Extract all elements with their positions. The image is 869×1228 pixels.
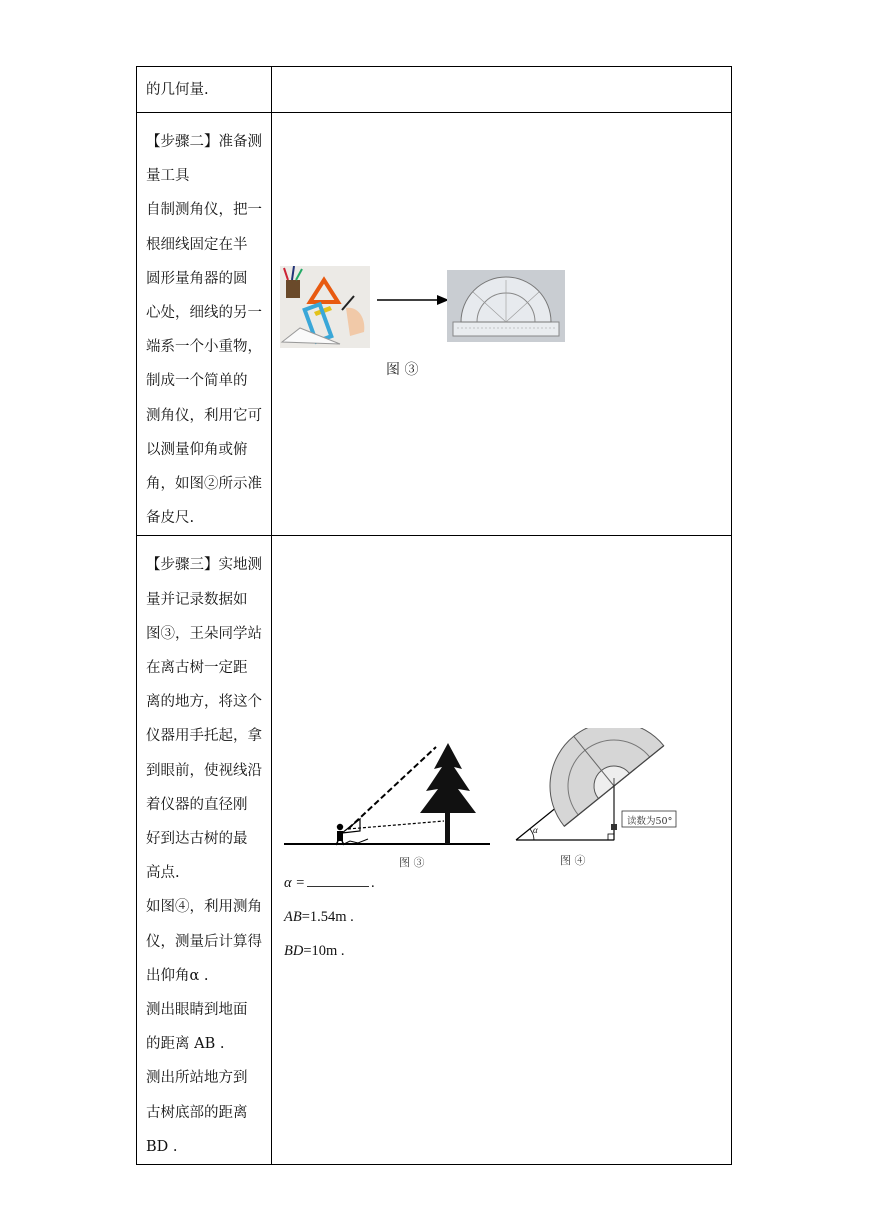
bd-equation [284, 941, 345, 961]
row1-left-text: 的几何量. [146, 82, 209, 98]
left-cell [137, 536, 272, 1165]
alpha-symbol: α = [284, 875, 306, 892]
arrow-icon [377, 293, 449, 307]
drawing-tools-photo [280, 266, 370, 348]
step2-line: 【步骤二】准备测 [146, 134, 262, 150]
step3-line: 测出所站地方到 [146, 1070, 248, 1087]
step2-line: 圆形量角器的圆 [146, 270, 248, 287]
tree-sighting-figure [284, 741, 492, 853]
step3-line: 如图④，利用测角 [146, 899, 262, 916]
worksheet-table [136, 66, 732, 1165]
protractor-triangle-figure [510, 728, 684, 856]
step3-line: 出仰角α . [146, 967, 209, 984]
ab-equation [284, 907, 354, 927]
step3-line: 仪，测量后计算得 [146, 933, 262, 950]
step3-line: 在离古树一定距 [146, 660, 248, 677]
step3-line: 高点. [146, 865, 180, 882]
step2-line: 备皮尺. [146, 510, 195, 527]
fig3-caption: 图 ③ [399, 856, 425, 870]
step2-line: 根细线固定在半 [146, 236, 248, 253]
step2-line: 制成一个简单的 [146, 373, 248, 390]
step3-line: 着仪器的直径刚 [146, 796, 248, 813]
step3-line: 【步骤三】实地测 [146, 557, 262, 574]
step3-line: 测出眼睛到地面 [146, 1002, 248, 1019]
left-cell [137, 67, 272, 113]
ab-symbol: AB [284, 909, 302, 926]
step3-line: 好到达古树的最 [146, 831, 248, 848]
step2-line: 自制测角仪，把一 [146, 202, 262, 219]
step2-line: 角，如图②所示准 [146, 476, 262, 493]
reading-label: 读数为50° [627, 816, 673, 828]
left-cell [137, 113, 272, 536]
ab-value: =1.54m . [301, 909, 354, 926]
step3-line: 图③，王朵同学站 [146, 625, 262, 642]
step2-line: 端系一个小重物， [146, 339, 262, 356]
step2-line: 心处，细线的另一 [146, 305, 262, 322]
figure-caption: 图 ③ [386, 362, 419, 378]
bd-value: =10m . [303, 943, 345, 960]
right-cell [272, 67, 732, 113]
alpha-angle-label: α [533, 825, 538, 836]
step2-line: 量工具 [146, 168, 190, 185]
step3-line: 仪器用手托起，拿 [146, 728, 262, 745]
step3-line: BD . [146, 1138, 178, 1155]
step2-line: 以测量仰角或俯 [146, 441, 248, 458]
protractor-photo [447, 270, 565, 342]
step3-line: 离的地方，将这个 [146, 694, 262, 711]
step3-line: 的距离 AB . [146, 1036, 225, 1053]
step3-line: 到眼前，使视线沿 [146, 762, 262, 779]
bd-symbol: BD [284, 943, 304, 960]
step3-line: 古树底部的距离 [146, 1104, 248, 1121]
step2-line: 测角仪，利用它可 [146, 407, 262, 424]
alpha-end: . [371, 875, 375, 892]
fig4-caption: 图 ④ [560, 854, 586, 868]
table-row [137, 113, 732, 536]
right-cell [272, 113, 732, 536]
answer-blank [307, 874, 369, 887]
table-row [137, 67, 732, 113]
step3-line: 量并记录数据如 [146, 591, 248, 608]
right-cell [272, 536, 732, 1165]
table-row [137, 536, 732, 1165]
alpha-equation [284, 873, 375, 893]
